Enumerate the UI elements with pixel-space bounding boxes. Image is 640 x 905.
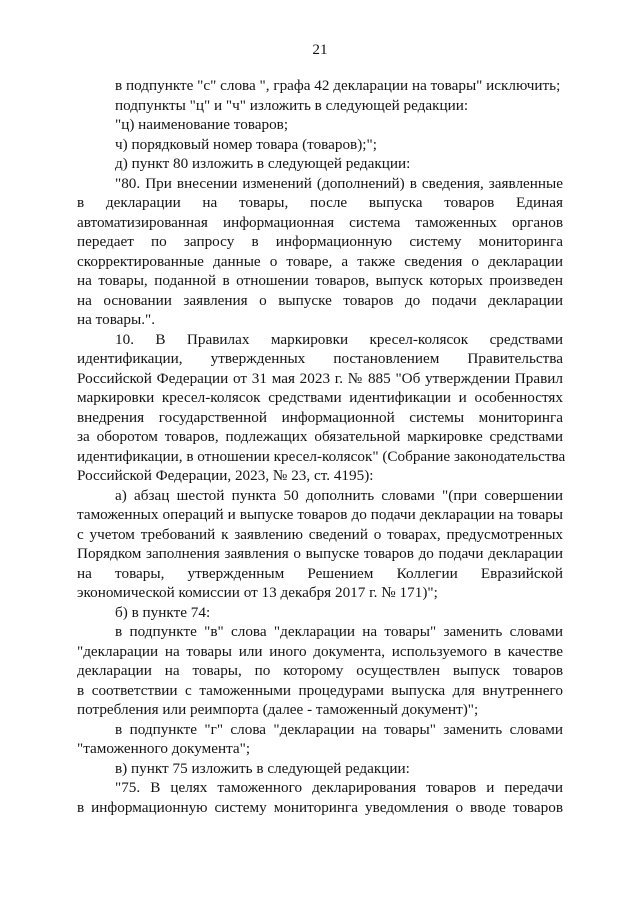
text-line: Российской Федерации от 31 мая 2023 г. № 885 "Об утверждении Правил (77, 369, 563, 387)
text-line: экономической комиссии от 13 декабря 2017 г. № 171)"; (77, 584, 438, 601)
text-line: Российской Федерации, 2023, № 23, ст. 4195): (77, 467, 374, 484)
text-line: в декларации на товары, после выпуска товаров Единая (77, 194, 563, 211)
text-line: идентификации, утвержденных постановлением Правительства (77, 350, 563, 367)
text-line: на товары, утвержденным Решением Коллегии Евразийской (77, 564, 563, 582)
text-line: подпункты "ц" и "ч" изложить в следующей редакции: (115, 96, 469, 114)
text-line: б) в пункте 74: (115, 603, 211, 621)
text-line: "75. В целях таможенного декларирования товаров и передачи (115, 779, 563, 796)
text-line: декларации на товары, по которому осуществлен выпуск товаров (77, 662, 563, 679)
text-line: в подпункте "г" слова "декларации на товары" заменить словами (115, 720, 563, 738)
text-line: д) пункт 80 изложить в следующей редакции: (115, 155, 411, 172)
text-line: "ц) наименование товаров; (115, 116, 289, 133)
text-line: потребления или реимпорта (далее - таможенный документ)"; (77, 701, 479, 718)
text-line: передает по запросу в информационную систему мониторинга (77, 233, 563, 250)
text-line: таможенных операций и выпуске товаров до подачи декларации на товары (77, 506, 563, 523)
text-line: в соответствии с таможенными процедурами выпуска для внутреннего (77, 681, 563, 699)
text-line: маркировки кресел-колясок средствами идентификации и особенностях (77, 389, 563, 406)
text-line: 10. В Правилах маркировки кресел-колясок средствами (115, 330, 563, 348)
text-line: "таможенного документа"; (77, 740, 251, 757)
text-line: в) пункт 75 изложить в следующей редакции: (115, 759, 410, 777)
text-line: на товары, поданной в отношении товаров, выпуск которых произведен (77, 272, 563, 289)
text-line: с учетом требований к заявлению сведений о товарах, предусмотренных (77, 525, 563, 543)
text-line: за оборотом товаров, подлежащих обязательной маркировке средствами (77, 428, 563, 445)
text-line: скорректированные данные о товаре, а также сведения о декларации (77, 252, 563, 270)
page-number: 21 (312, 41, 328, 58)
text-line: автоматизированная информационная система таможенных органов (77, 213, 563, 231)
text-line: идентификации, в отношении кресел-колясок" (Собрание законодательства (77, 447, 566, 465)
text-line: ч) порядковый номер товара (товаров);"; (115, 135, 377, 153)
text-line: на основании заявления о выпуске товаров до подачи декларации (77, 291, 563, 309)
document-body (77, 76, 566, 817)
text-line: "80. При внесении изменений (дополнений) в сведения, заявленные (115, 174, 563, 192)
text-line: на товары.". (77, 311, 155, 328)
text-line: в подпункте "с" слова ", графа 42 декларации на товары" исключить; (115, 77, 561, 94)
text-line: "декларации на товары или иного документа, используемого в качестве (77, 642, 563, 660)
text-line: а) абзац шестой пункта 50 дополнить словами "(при совершении (115, 486, 563, 504)
text-line: внедрения государственной информационной системы мониторинга (77, 408, 563, 426)
text-line: Порядком заполнения заявления о выпуске товаров до подачи декларации (77, 545, 563, 562)
text-line: в подпункте "в" слова "декларации на товары" заменить словами (115, 623, 563, 640)
text-line: в информационную систему мониторинга уведомления о вводе товаров (77, 798, 563, 816)
